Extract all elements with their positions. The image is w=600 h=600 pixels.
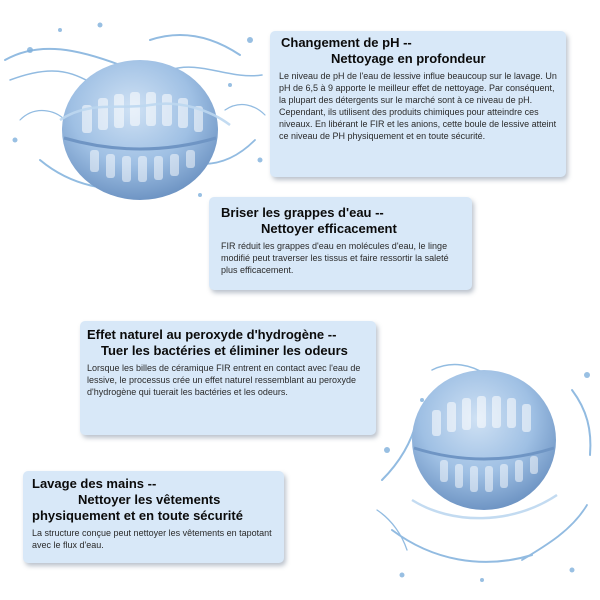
feature-title-line-2: Tuer les bactéries et éliminer les odeurs (101, 343, 348, 358)
laundry-ball-top-illustration (0, 10, 272, 210)
feature-title (87, 327, 368, 359)
feature-title (32, 476, 276, 524)
feature-panel-peroxide (80, 321, 376, 435)
feature-description: Lorsque les billes de céramique FIR entrent en contact avec l'eau de lessive, le processus crée un effet naturel ressemblant au peroxyde d'hydrogène qui tuerait les bactéries et les odeurs. (87, 363, 361, 397)
feature-panel-hand-wash (23, 471, 284, 563)
feature-panel-ph (270, 31, 566, 177)
feature-title-line-2: Nettoyage en profondeur (331, 51, 486, 66)
feature-description: La structure conçue peut nettoyer les vêtements en tapotant avec le flux d'eau. (32, 528, 272, 550)
feature-title-line-3: physiquement et en toute sécurité (32, 508, 243, 523)
laundry-ball-bottom-illustration (372, 330, 600, 590)
feature-title-line-1: Briser les grappes d'eau -- (221, 205, 384, 220)
feature-title (221, 205, 462, 237)
feature-title-line-2: Nettoyer efficacement (261, 221, 397, 236)
feature-title (279, 35, 558, 67)
feature-title-line-1: Lavage des mains -- (32, 476, 157, 491)
feature-title-line-1: Changement de pH -- (281, 35, 412, 50)
feature-description: Le niveau de pH de l'eau de lessive influe beaucoup sur le lavage. Un pH de 6,5 à 9 apporte le meilleur effet de nettoyage. Par conséquent, la plupart des détergents sur le marché sont à ce niveau de pH. Cependant, ils utilisent des produits chimiques pour atteindre ces niveaux. En libérant le FIR et les anions, cette boule de lessive atteint ce niveau de PH physiquement et en toute sécurité. (279, 71, 557, 141)
feature-panel-water-clusters (209, 197, 472, 290)
feature-title-line-1: Effet naturel au peroxyde d'hydrogène -- (87, 327, 337, 342)
feature-description: FIR réduit les grappes d'eau en molécules d'eau, le linge modifié peut traverser les tissus et faire ressortir la saleté plus efficacement. (221, 241, 449, 275)
feature-title-line-2: Nettoyer les vêtements (78, 492, 221, 507)
